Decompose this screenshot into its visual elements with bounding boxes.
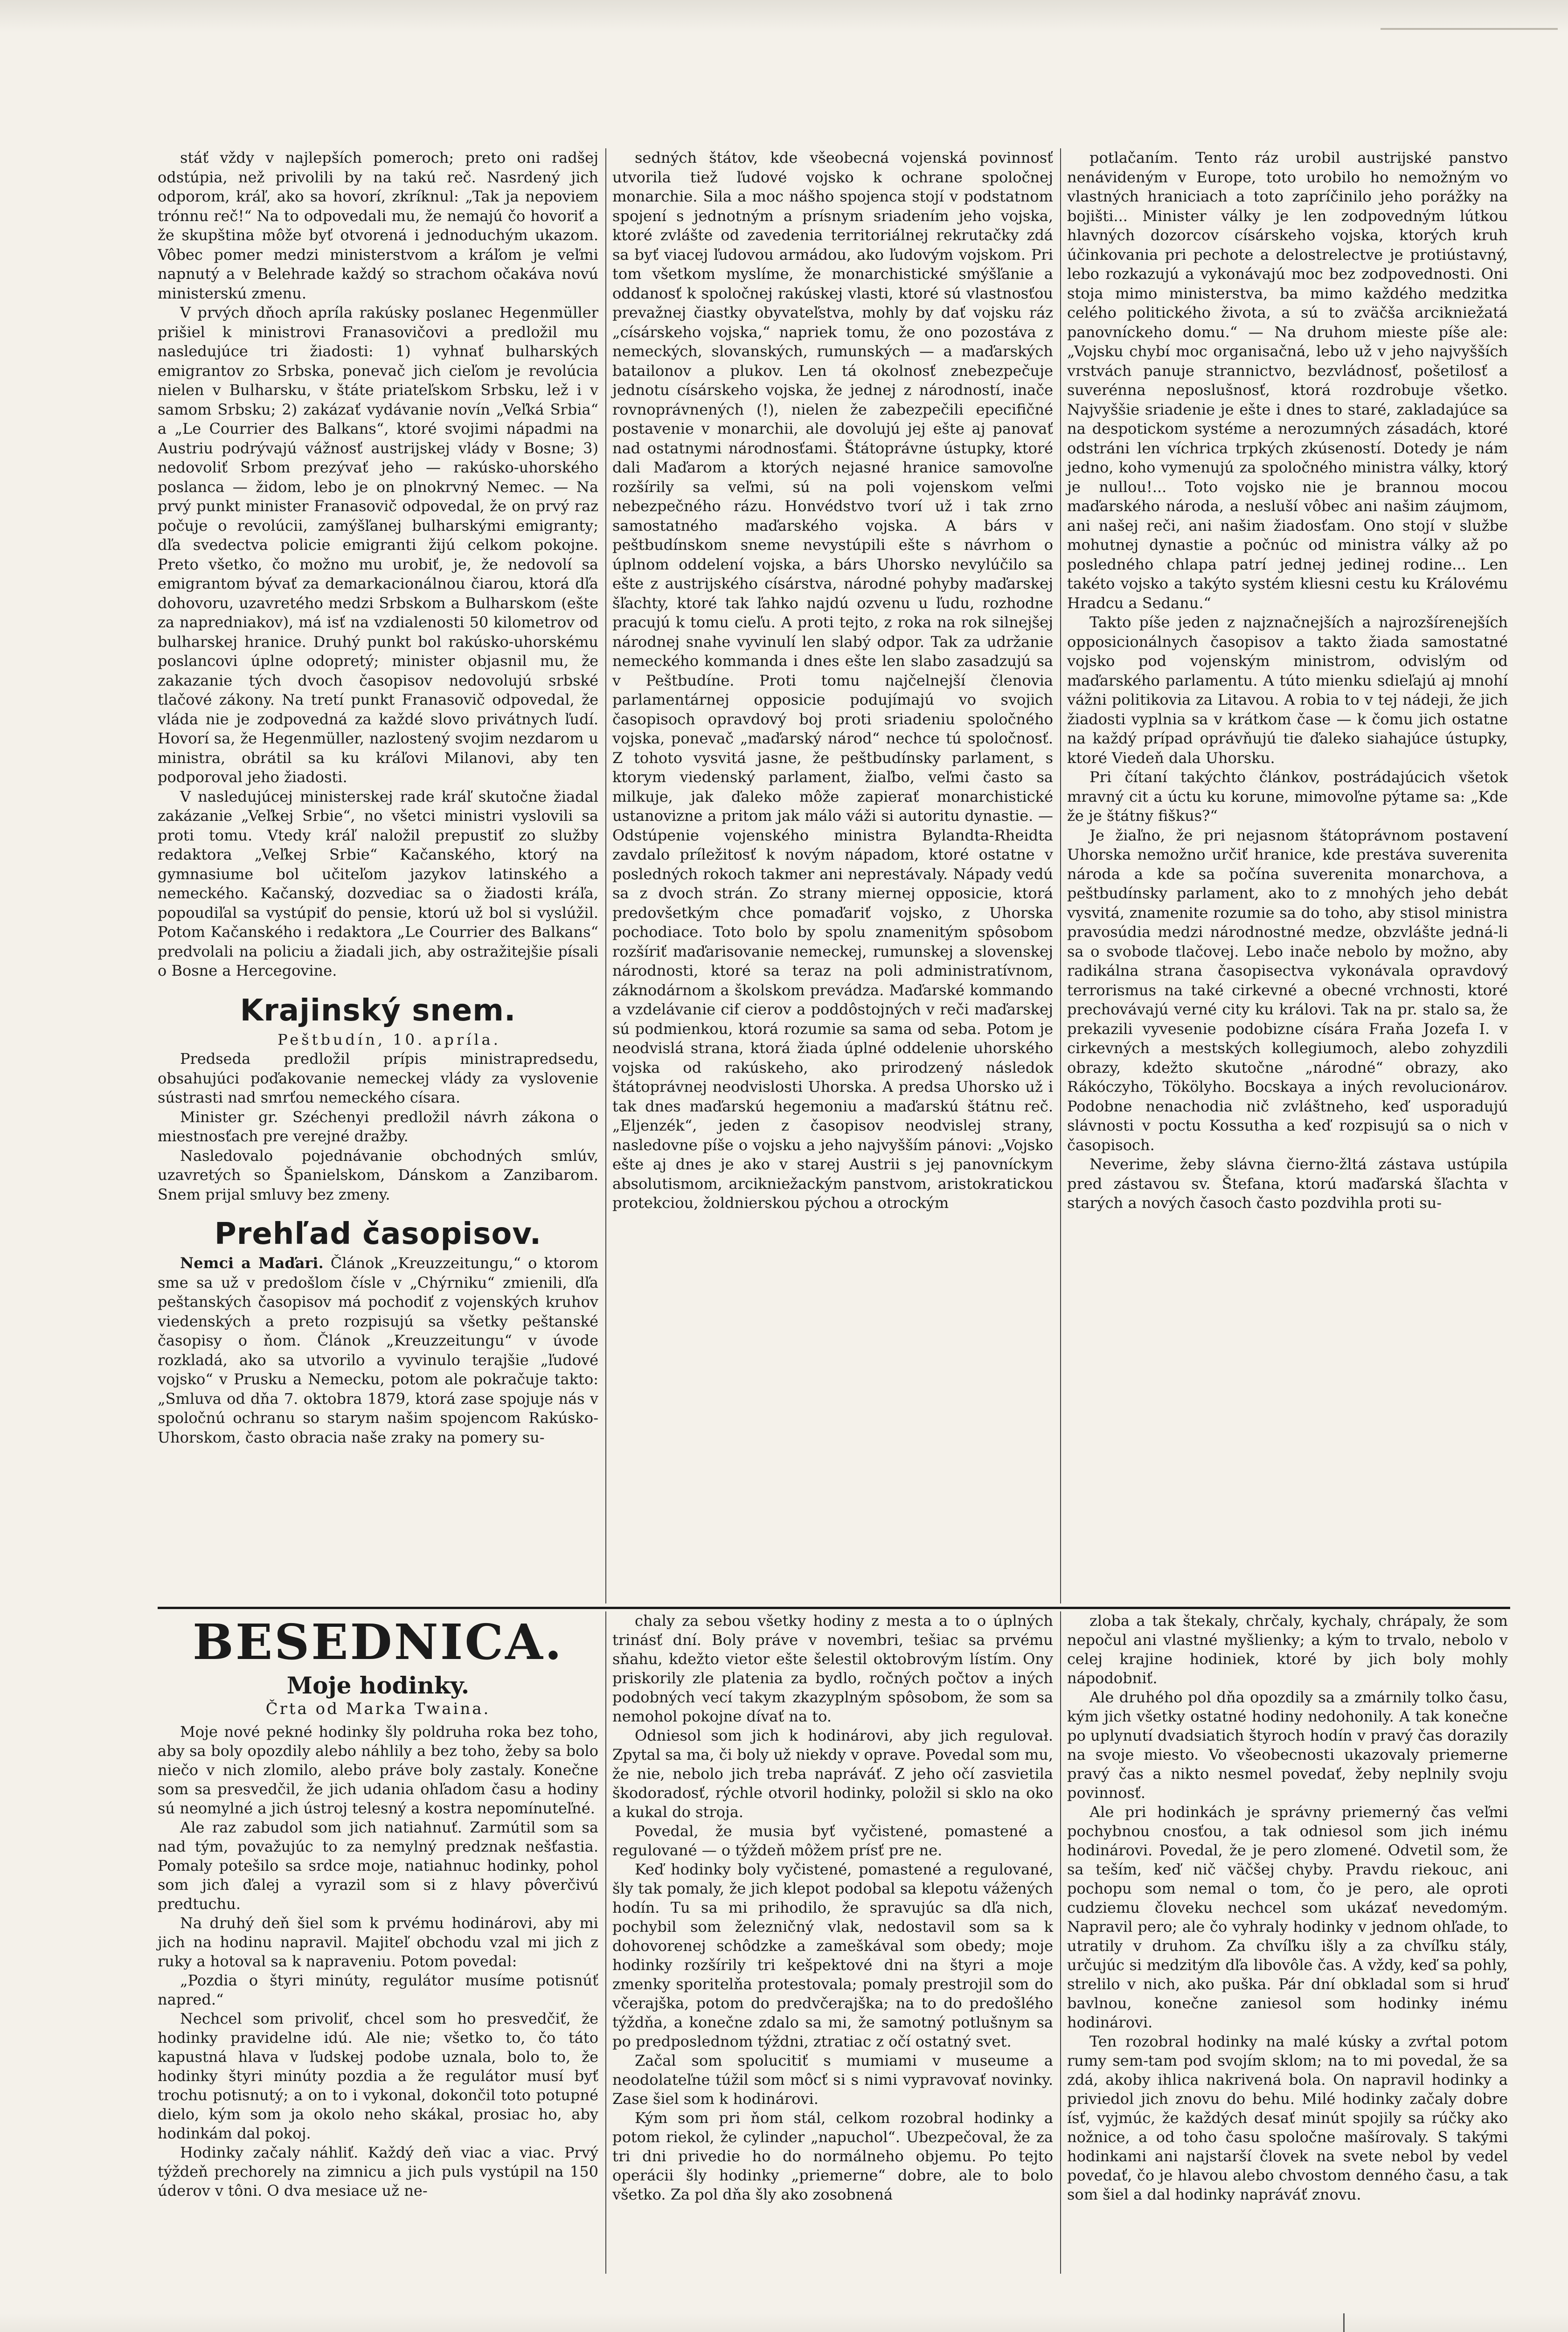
paragraph: Neverime, žeby slávna čierno-žltá zástava ustúpila pred zástavou sv. Štefana, ktorú maďarská šľachta v starých a nových časoch často pozdvihla proti su- xyxy=(1067,1155,1508,1212)
snem-paragraphs xyxy=(158,1049,598,1204)
column-divider xyxy=(1060,148,1061,1603)
upper-column-3 xyxy=(1067,148,1508,1213)
paragraph: zloba a tak štekaly, chrčaly, kychaly, chrápaly, že som nepočul ani vlastné myšlienky; a kým to trvalo, nebolo v celej krajine hodiniek, ktoré by jich boly mohly nápodobniť. xyxy=(1067,1612,1508,1687)
paragraph: stáť vždy v najlepších pomeroch; preto oni radšej odstúpia, než privolili by na takú reč. Nasrdený jich odporom, kráľ, ako sa hovorí, zkríknul: „Tak ja nepoviem trónnu reč!“ Na to odpovedali mu, že nemajú čo hovoriť a že skupština môže byť otvorená i jednoduchým ukazom. Vôbec pomer medzi ministerstvom a kráľom je veľmi napnutý a v Belehrade každý so strachom očakáva novú ministerskú zmenu. xyxy=(158,149,598,302)
paragraph: Moje nové pekné hodinky šly poldruha roka bez toho, aby sa boly opozdily alebo náhlily a bez toho, žeby sa bolo niečo v nich zlomilo, alebo práve boly zastaly. Konečne som sa presvedčil, že jich udania ohľadom času a hodiny sú neomylné a jich ústroj telesný a kostra nepomínuteľné. xyxy=(158,1723,598,1817)
paragraph: chaly za sebou všetky hodiny z mesta a to o úplných trinásť dní. Boly práve v novembri, tešiac sa prvému sňahu, kdežto vietor ešte šelestil oktobrovým lístím. Ony priskorily zle platenia za bydlo, ročných počtov a iných podobných vecí takym zkazyplným spôsobom, že som sa nemohol pokojne dívať na to. xyxy=(612,1612,1053,1725)
lower-column-3 xyxy=(1067,1611,1508,2204)
paragraph: Hodinky začaly náhliť. Každý deň viac a viac. Prvý týždeň prechorely na zimnicu a jich puls vystúpil na 150 úderov v tôni. O dva mesiace už ne- xyxy=(158,2144,598,2200)
section-divider xyxy=(158,1607,1510,1609)
paragraph: Ale pri hodinkách je správny priemerný čas veľmi pochybnou cnosťou, a tak odniesol som jich inému hodinárovi. Povedal, že je pero zlomené. Odvetil som, že sa teším, keď nič väčšej chyby. Pravdu riekouc, ani pochopu som nemal o tom, čo je pero, ale oproti cudziemu človeku nechcel som ukázať nevedomým. Napravil pero; ale čo vyhraly hodinky v jednom ohľade, to utratily v druhom. Za chvíľku išly a za chvíľku stály, určujúc si medzitým dľa libovôle čas. A vždy, keď sa pohly, strelilo v nich, ako puška. Pár dní obkladal som si hruď bavlnou, konečne zaniesol som hodinky inému hodinárovi. xyxy=(1067,1803,1508,2031)
story-byline: Črta od Marka Twaina. xyxy=(265,1700,491,1718)
paragraph: Ale druhého pol dňa opozdily sa a zmárnily tolko času, kým jich všetky ostatné hodiny nedohonily. A tak konečne po uplynutí dvadsiatich štyroch hodín v pravý čas dorazily na svoje miesto. Vo všeobecnosti ukazovaly priemerne pravý čas a nikto nesmel povedať, žeby neplnily svoju povinnosť. xyxy=(1067,1688,1508,1802)
story-title: Moje hodinky. xyxy=(286,1672,470,1699)
paragraph: potlačaním. Tento ráz urobil austrijské panstvo nenávideným v Europe, toto urobilo ho nemožným vo vlastných hraniciach a toto zapríčinilo jeho porážky na bojišti... Minister války je len zodpovedným lútkou hlavných dozorcov císárskeho vojska, ktorých kruh účinkovania pri pechote a delostrelectve je protiústavný, lebo rozkazujú a vykonávajú moc bez zodpovednosti. Oni stoja mimo ministerstva, ba mimo každého medzitka celého politického života, a sú to zväčša arcikniežatá panovníckeho domu.“ — Na druhom mieste píše ale: „Vojsku chybí moc organisačná, lebo už v jeho najvyšších vrstvách panuje strannictvo, bezvládnosť, pošetilosť a suverénna neposlušnosť, ktorá rozdrobuje všetko. Najvyššie sriadenie je ešte i dnes to staré, zakladajúce sa na despotickom systéme a nerozumných zásadách, ktoré odstráni len víchrica trpkých zkúseností. Dotedy je nám jedno, koho vymenujú za spoločného ministra války, ktorý je nullou!... Toto vojsko nie je brannou mocou maďarského národa, a nesluší vôbec ani našim záujmom, ani našej reči, ani našim žiadosťam. Ono stojí v službe mohutnej dynastie a počnúc od ministra války až po posledného chlapa patrí jednej jedinej rodine... Len takéto vojsko a takýto systém kliesni cestu ku Královému Hradcu a Sedanu.“ xyxy=(1067,149,1508,612)
paragraph: Odniesol som jich k hodinárovi, aby jich regulovał. Zpytal sa ma, či boly už niekdy v oprave. Povedal som mu, že nie, nebolo jich treba napráváť. Z jeho očí zasvietila škodoradosť, rýchle otvoril hodinky, položil si sklo na oko a kukal do stroja. xyxy=(612,1727,1053,1821)
prehlad-heading: Prehľad časopisov. xyxy=(214,1217,542,1251)
upper-column-1 xyxy=(158,148,598,1447)
paragraph: Povedal, že musia byť vyčistené, pomastené a regulované — o týždeň môžem prísť pre ne. xyxy=(612,1822,1053,1859)
lower-column-3-paragraphs xyxy=(1067,1611,1508,2204)
paragraph: V prvých dňoch apríla rakúsky poslanec Hegenmüller prišiel k ministrovi Franasovičovi a predložil mu nasledujúce tri žiadosti: 1) vyhnať bulharských emigrantov zo Srbska, ponevač jich cieľom je revolúcia nielen v Bulharsku, v štáte priateľskom Srbsku, lež i v samom Srbsku; 2) zakázať vydávanie novín „Veľká Srbia“ a „Le Courrier des Balkans“, ktoré svojimi nápadmi na Austriu podrývajú vážnosť austrijskej vlády v Bosne; 3) nedovoliť Srbom prezývať jeho — rakúsko-uhorského poslanca — židom, lebo je on plnokrvný Nemec. — Na prvý punkt minister Franasovič odpovedal, že on prvý raz počuje o revolúcii, zamýšľanej bulharskými emigranty; dľa svedectva policie emigranti žijú celkom pokojne. Preto všetko, čo možno mu urobiť, je, že nedovolí sa emigrantom bývať za demarkacionálnou čiarou, ktorá dľa dohovoru, uzavretého medzi Srbskom a Bulharskom (ešte za napredniakov), má isť na vzdialenosti 50 kilometrov od bulharskej hranice. Druhý punkt bol rakúsko-uhorskému poslancovi úplne odopretý; minister objasnil mu, že zakazanie tých dvoch časopisov nedovolujú srbské tlačové zákony. Na tretí punkt Franasovič odpovedal, že vláda nie je zodpovedná za každé slovo privátnych ľudí. Hovorí sa, že Hegenmüller, nazlostený svojim nezdarom u ministra, obrátil sa ku kráľovi Milanovi, aby ten podporoval jeho žiadosti. xyxy=(158,304,598,786)
paragraph: Ten rozobral hodinky na malé kúsky a zvŕtal potom rumy sem-tam pod svojím sklom; na to mi povedal, že sa zdá, akoby ihlica nakrivená bola. On napravil hodinky a priviedol jich znovu do behu. Milé hodinky začaly dobre ísť, vyjmúc, že každých desať minút spojily sa rúčky ako nožnice, a od toho času spoločne mašírovaly. S takými hodinkami ani najstarší človek na svete nebol by vedel povedať, čo je hlavou alebo chvostom denného času, a tak som šiel a dal hodinky napráváť znovu. xyxy=(1067,2033,1508,2203)
besednica-section xyxy=(158,1611,1510,2288)
paragraph: sedných štátov, kde všeobecná vojenská povinnosť utvorila tiež ľudové vojsko k ochrane spoločnej monarchie. Sila a moc nášho spojenca stojí v podstatnom spojení s jednotným a prísnym sriadením jeho vojska, ktoré zvlášte od zavedenia territoriálnej rekrutačky zdá sa byť viacej ľudovou armádou, ako ľudovým vojskom. Pri tom všetkom myslíme, že monarchistické smýšľanie a oddanosť k spoločnej rakúskej vlasti, ktoré sú vlastnosťou prevažnej čiastky obyvateľstva, mohly by dať vojsku ráz „císárskeho vojska,“ napriek tomu, že ono pozostáva z nemeckých, slovanských, rumunských — a maďarských batailonov a plukov. Len tá okolnosť znebezpečuje jednotu císárskeho vojska, že jednej z národností, inače rovnoprávnených (!), nielen že zabezpečili epecifičné postavenie v monarchii, ale dovolujú jej ešte aj panovať nad ostatnymi národnosťami. Štátoprávne ústupky, ktoré dali Maďarom a ktorých nejasné hranice samovoľne rozšírily sa veľmi, sú na poli vojenskom veľmi nebezpečného rázu. Honvédstvo tvorí už i tak zrno samostatného maďarského vojska. A bárs v peštbudínskom sneme nevystúpili ešte s návrhom o úplnom oddelení vojska, a bárs Uhorsko nevylúčilo sa ešte z austrijského císárstva, národné pohyby maďarskej šľachty, ktoré tak ľahko najdú ozvenu u ľudu, rozhodne pracujú k tomu cieľu. A proti tejto, z roka na rok silnejšej národnej snahe vyvinulí len slabý odpor. Tak za udržanie nemeckého kommanda i dnes ešte len slabo zasadzujú sa v Peštbudíne. Proti tomu najčelnejší členovia parlamentárnej opposicie podujímajú vo svojich časopisoch opravdový boj proti sriadeniu spoločného vojska, ponevač „maďarský národ“ nechce tú spoločnosť. Z tohoto vysvitá jasne, že peštbudínsky parlament, s ktorym viedenský parlament, žiaľbo, veľmi často sa milkuje, jak ďaleko môže zapierať monarchistické ustanovizne a pritom jak málo váži si autoritu dynastie. — Odstúpenie vojenského ministra Bylandta-Rheidta zavdalo príležitosť k novým nápadom, ktoré ostatne v posledných rokoch takmer ani neprestávaly. Nápady vedú sa z dvoch strán. Zo strany miernej opposicie, ktorá predovšetkým chce pomaďariť vojsko, z Uhorska pochodiace. Toto bolo by spolu znamenitým spôsobom rozšíriť maďarisovanie nemeckej, rumunskej a slovenskej národnosti, ktoré sa teraz na poli administratívnom, záknodárnom a školskom prevádza. Maďarské kommando a vzdelávanie cif cierov a poddôstojných v reči maďarskej sú podmienkou, ktorá rozumie sa sama od seba. Potom je neodvislá strana, ktorá žiada úplné oddelenie uhorského vojska od rakúskeho, ako prirodzený následok štátoprávnej neodvislosti Uhorska. A predsa Uhorsko už i tak dnes maďarskú hegemoniu a maďarskú štátnu reč. „Eljenzék“, jeden z časopisov neodvislej strany, nasledovne píše o vojsku a jeho najvyšším pánovi: „Vojsko ešte aj dnes je ako v starej Austrii s jej panovníckym absolutismom, arcikniežackým panstvom, aristokratickou protekciou, žoldnierskou pýchou a otrockým xyxy=(612,149,1053,1212)
prehlad-body: Článok „Kreuzzeitungu,“ o ktorom sme sa už v predošlom čísle v „Chýrniku“ zmienili, dľa peštanských časopisov má pochodiť z vojenských kruhov viedenských a preto rozpisujú sa všetky peštanské časopisy o ňom. Článok „Kreuzzeitungu“ v úvode rozkladá, ako sa utvorilo a vyvinulo terajšie „ľudové vojsko“ v Prusku a Nemecku, potom ale pokračuje takto: „Smluva od dňa 7. oktobra 1879, ktorá zase spojuje nás v spoločnú ochranu so starym našim spojencom Rakúsko-Uhorskom, často obracia naše zraky na pomery su- xyxy=(158,1254,598,1446)
snem-heading: Krajinský snem. xyxy=(240,993,516,1028)
scan-top-edge xyxy=(0,0,1568,33)
column-2-paragraphs xyxy=(612,148,1053,1213)
snem-dateline: Peštbudín, 10. apríla. xyxy=(278,1030,501,1048)
paragraph: V nasledujúcej ministerskej rade kráľ skutočne žiadal zakázanie „Veľkej Srbie“, no všetci ministri vyslovili sa proti tomu. Vtedy kráľ naložil prepustiť zo služby redaktora „Veľkej Srbie“ Kačanského, ktorý na gymnasiume bol učiteľom jazykov latinského a nemeckého. Kačanský, dozvediac sa o žiadosti kráľa, popoudiľal sa vystúpiť do pensie, ktorú už bol si vyslúžil. Potom Kačanského i redaktora „Le Courrier des Balkans“ predvolali na policiu a žiadali jich, aby ostražitejšie písali o Bosne a Hercegovine. xyxy=(158,787,598,979)
paragraph: Pri čítaní takýchto článkov, postrádajúcich všetok mravný cit a úctu ku korune, mimovoľne pýtame sa: „Kde že je štátny fiškus?“ xyxy=(1067,768,1508,825)
paragraph: Nasledovalo pojednávanie obchodných smlúv, uzavretých so Španielskom, Dánskom a Zanzibarom. Snem prijal smluvy bez zmeny. xyxy=(158,1146,598,1203)
paragraph: Takto píše jeden z najznačnejších a najrozšírenejších opposicionálnych časopisov a takto žiada samostatné vojsko pod vojenským ministrom, odvislým od maďarského parlamentu. A túto mienku sdieľajú aj mnohí vážni politikovia za Litavou. A robia to v tej nádeji, že jich žiadosti vyplnia sa v krátkom čase — k čomu jich ostatne na každý prípad oprávňujú tie ďaleko siahajúce ústupky, ktoré Viedeň dala Uhorsku. xyxy=(1067,613,1508,767)
lower-column-2-paragraphs xyxy=(612,1611,1053,2204)
paragraph: Ale raz zabudol som jich natiahnuť. Zarmútil som sa nad tým, považujúc to za nemylný predznak nešťastia. Pomaly potešilo sa srdce moje, natiahnuc hodinky, pohol som jich ďalej a vyrazil som si z hlavy pôverčivú predtuchu. xyxy=(158,1818,598,1913)
paragraph: Keď hodinky boly vyčistené, pomastené a regulované, šly tak pomaly, že jich klepot podobal sa klepotu vážených hodín. Tu sa mi prihodilo, že spravujúc sa dľa nich, pochybil som železničný vlak, nedostavil som sa k dohovorenej schôdzke a zameškával som obedy; moje hodinky rozšírily tri kešpektové dni na štyri a moje zmenky sporitelňa protestovala; pomaly prestrojil som do včerajška, potom do predvčerajška; na to do predošlého týždňa, a konečne zdalo sa mi, že samotný potlušnym sa po predposlednom týždni, ztratiac z očí ostatný svet. xyxy=(612,1860,1053,2050)
column-1-paragraphs xyxy=(158,148,598,981)
scan-mark xyxy=(1381,28,1558,42)
paragraph: „Pozdia o štyri minúty, regulátor musíme potisnúť napred.“ xyxy=(158,1971,598,2008)
prehlad-paragraph xyxy=(158,1254,598,1447)
column-3-paragraphs xyxy=(1067,148,1508,1213)
paragraph: Začal som spolucitiť s mumiami v museume a neodolateľne túžil som môcť si s nimi vypravovať novinky. Zase šiel som k hodinárovi. xyxy=(612,2052,1053,2108)
paragraph: Minister gr. Széchenyi predložil návrh zákona o miestnosťach pre verejné dražby. xyxy=(158,1108,598,1145)
paragraph: Je žiaľno, že pri nejasnom štátoprávnom postavení Uhorska nemožno určiť hranice, kde prestáva suverenita národa a kde sa počína suverenita monarchova, a peštbudínsky parlament, ako to z mnohých jeho debát vysvitá, znamenite rozumie sa do toho, aby stisol ministra pravosúdia medzi národnostné medze, obzvlášte jedná-li sa o svobode tlačovej. Lebo inače nebolo by možno, aby radikálna strana časopisectva vykonávala opravdový terrorismus na také cirkevné a obecné vrchnosti, ktoré prechovávajú verné city ku královi. Tak na pr. stalo sa, že prekazili vyvesenie podobizne císára Fraňa Jozefa I. v cirkevných a mestských kollegiumoch, alebo zohyzdili obrazy, kdežto skutočne „národné“ obrazy, ako Rákóczyho, Tökölyho. Bocskaya a iných revolucionárov. Podobne nenachodia nič zvláštneho, keď usporadujú slávnosti v poctu Kossutha a keď rozpisujú sa o nich v časopisoch. xyxy=(1067,826,1508,1154)
column-divider xyxy=(605,1611,606,2274)
lower-column-2 xyxy=(612,1611,1053,2204)
paragraph: Kým som pri ňom stál, celkom rozobral hodinky a potom riekol, že cylinder „napuchol“. Ubezpečoval, že za tri dni privedie ho do normálneho objemu. Po tejto operácii šly hodinky „priemerne“ dobre, ale to bolo všetko. Za pol dňa šly ako zosobnená xyxy=(612,2109,1053,2203)
scan-bottom-edge xyxy=(0,2313,1568,2332)
scan-mark xyxy=(1343,2313,1438,2332)
paragraph: Na druhý deň šiel som k prvému hodinárovi, aby mi jich na hodinu napravil. Majiteľ obchodu vzal mi jich z ruky a hotoval sa k napraveniu. Potom povedal: xyxy=(158,1914,598,1970)
lower-column-1-paragraphs xyxy=(158,1722,598,2200)
column-divider xyxy=(1060,1611,1061,2274)
upper-column-2 xyxy=(612,148,1053,1213)
column-divider xyxy=(605,148,606,1603)
upper-section xyxy=(158,148,1510,1603)
paragraph: Predseda predložil prípis ministrapredsedu, obsahujúci poďakovanie nemeckej vlády za vyslovenie sústrasti nad smrťou nemeckého císara. xyxy=(158,1050,598,1106)
lower-column-1 xyxy=(158,1611,598,2200)
prehlad-lead: Nemci a Maďari. xyxy=(180,1254,324,1272)
besednica-heading: BESEDNICA. xyxy=(192,1613,564,1671)
paragraph: Nechcel som privoliť, chcel som ho presvedčiť, že hodinky pravidelne idú. Ale nie; všetko to, čo táto kapustná hlava v ľudskej podobe uznala, bolo to, že hodinky štyri minúty pozdia a že regulátor musí byť trochu potisnutý; a on to i vykonal, dokončil toto potupné dielo, kým som ja okolo neho skákal, prosiac ho, aby hodinkám dal pokoj. xyxy=(158,2010,598,2142)
